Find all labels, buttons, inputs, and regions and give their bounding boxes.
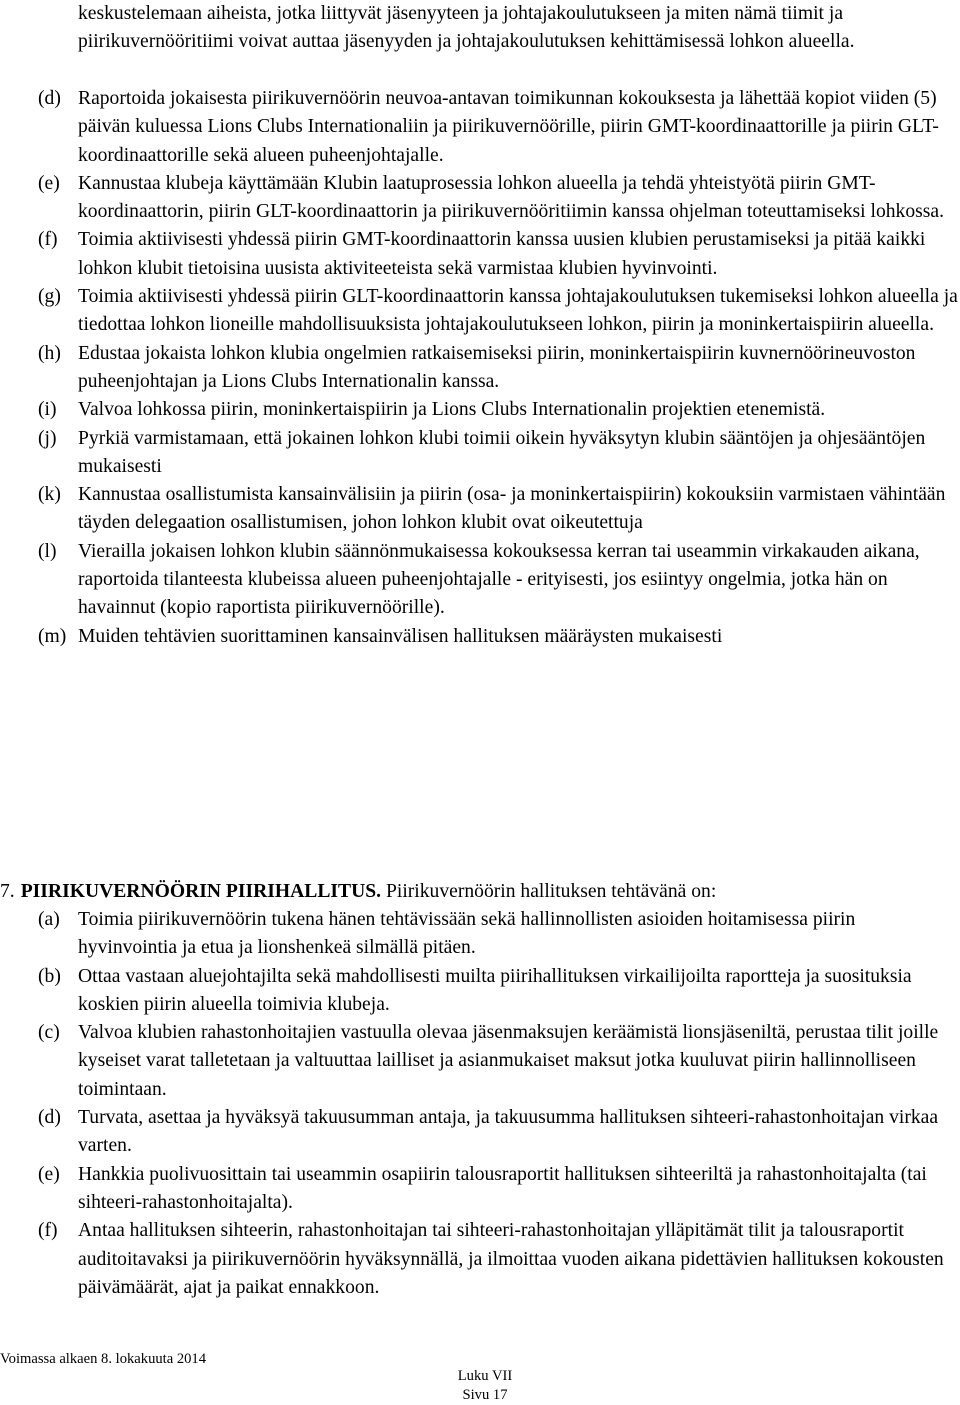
- list-item: [38, 85, 958, 170]
- list-item: [38, 170, 958, 227]
- list-item: [38, 1217, 958, 1302]
- list-item: [38, 340, 958, 397]
- list-item-text: Antaa hallituksen sihteerin, rahastonhoitajan tai sihteeri-rahastonhoitajan ylläpitämät tilit ja talousraportit auditoitavaksi ja piirikuvernöörin hyväksynnällä, ja ilmoittaa vuoden aikana pidettävien hallituksen kokousten päivämäärät, ajat ja paikat ennakkoon.: [78, 1220, 944, 1298]
- list-item: [38, 1104, 958, 1161]
- list-marker: (b): [38, 965, 61, 987]
- list-item: [38, 425, 958, 482]
- list-item: [38, 906, 958, 963]
- section-title: PIIRIKUVERNÖÖRIN PIIRIHALLITUS.: [20, 881, 382, 902]
- list-marker: (d): [38, 88, 61, 109]
- list-item: [38, 623, 958, 651]
- list-marker: (f): [38, 1220, 58, 1242]
- list-item: [38, 538, 958, 623]
- intro-paragraph: keskustelemaan aiheista, jotka liittyvät jäsenyyteen ja johtajakoulutukseen ja miten nämä tiimit ja piirikuvernööritiimi voivat auttaa jäsenyyden ja johtajakoulutuksen kehittämisessä lohkon alueella.: [78, 3, 855, 53]
- list-item-text: Muiden tehtävien suorittaminen kansainvälisen hallituksen määräysten mukaisesti: [78, 625, 723, 647]
- duties-list-continued: [38, 85, 958, 651]
- list-item: [38, 283, 958, 340]
- section-lead: Piirikuvernöörin hallituksen tehtävänä on:: [385, 881, 717, 902]
- board-duties-list: [38, 906, 958, 1302]
- list-item: [38, 1019, 958, 1104]
- list-marker: (j): [38, 427, 57, 449]
- list-marker: (c): [38, 1022, 60, 1044]
- list-item-text: Raportoida jokaisesta piirikuvernöörin neuvoa-antavan toimikunnan kokouksesta ja lähettää kopiot viiden (5) päivän kuluessa Lions Clubs Internationaliin ja piirikuvernöörille, piirin GMT-koordinaattorille ja piirin GLT-koordinaattorille sekä alueen puheenjohtajalle.: [78, 88, 939, 166]
- footer-effective-date: Voimassa alkaen 8. lokakuuta 2014: [0, 1351, 207, 1367]
- list-item-text: Vierailla jokaisen lohkon klubin säännönmukaisessa kokouksessa kerran tai useammin virkakauden aikana, raportoida tilanteesta klubeissa alueen puheenjohtajalle - erityisesti, jos esiintyy ongelmia, jotka hän on havainnut (kopio raportista piirikuvernöörille).: [78, 540, 920, 619]
- list-item-text: Hankkia puolivuosittain tai useammin osapiirin talousraportit hallituksen sihteeriltä ja rahastonhoitajalta (tai sihteeri-rahastonhoitajalta).: [78, 1163, 927, 1213]
- list-item-text: Turvata, asettaa ja hyväksyä takuusumman antaja, ja takuusumma hallituksen sihteeri-rahastonhoitajan virkaa varten.: [78, 1107, 939, 1157]
- list-item: [38, 226, 958, 283]
- list-marker: (e): [38, 172, 60, 194]
- list-item-text: Kannustaa osallistumista kansainvälisiin ja piirin (osa- ja moninkertaispiirin) kokouksiin varmistaen vähintään täyden delegaation osallistumisen, johon lohkon klubit ovat oikeutettuja: [78, 484, 946, 534]
- list-marker: (h): [38, 342, 61, 364]
- footer-page-number: Sivu 17: [462, 1387, 508, 1403]
- list-item: [38, 963, 958, 1020]
- list-item-text: Ottaa vastaan aluejohtajilta sekä mahdollisesti muilta piirihallituksen virkailijoilta raportteja ja suosituksia koskien piirin alueella toimivia klubeja.: [78, 965, 912, 1015]
- list-item-text: Valvoa lohkossa piirin, moninkertaispiirin ja Lions Clubs Internationalin projektien etenemistä.: [78, 399, 826, 421]
- list-marker: (m): [38, 625, 67, 647]
- list-marker: (a): [38, 909, 60, 930]
- list-marker: (g): [38, 286, 61, 308]
- list-marker: (i): [38, 399, 57, 421]
- list-item: [38, 396, 958, 424]
- list-marker: (e): [38, 1163, 60, 1185]
- list-item-text: Toimia aktiivisesti yhdessä piirin GLT-koordinaattorin kanssa johtajakoulutuksen tukemiseksi lohkon alueella ja tiedottaa lohkon lioneille mahdollisuuksista johtajakoulutukseen lohkon, piirin ja moninkertaispiirin alueella.: [78, 286, 958, 336]
- list-marker: (l): [38, 540, 57, 562]
- list-item: [38, 481, 958, 538]
- list-item: [38, 1161, 958, 1218]
- list-marker: (f): [38, 229, 58, 251]
- list-item-text: Kannustaa klubeja käyttämään Klubin laatuprosessia lohkon alueella ja tehdä yhteistyötä piirin GMT-koordinaattorin, piirin GLT-koordinaattorin ja piirikuvernööritiimin kanssa ohjelman toteuttamiseksi lohkossa.: [78, 172, 944, 223]
- list-marker: (d): [38, 1107, 61, 1129]
- list-item-text: Pyrkiä varmistamaan, että jokainen lohkon klubi toimii oikein hyväksytyn klubin sääntöjen ja ohjesääntöjen mukaisesti: [78, 427, 926, 477]
- list-item-text: Toimia piirikuvernöörin tukena hänen tehtävissään sekä hallinnollisten asioiden hoitamisessa piirin hyvinvointia ja etua ja lionshenkeä silmällä pitäen.: [78, 909, 856, 959]
- section-number: 7.: [0, 881, 15, 902]
- list-item-text: Valvoa klubien rahastonhoitajien vastuulla olevaa jäsenmaksujen keräämistä lionsjäseniltä, perustaa tilit joille kyseiset varat talletetaan ja valtuuttaa lailliset ja asianmukaiset maksut jotka kuuluvat piirin hallinnolliseen toimintaan.: [78, 1022, 939, 1100]
- section-heading: [0, 878, 940, 906]
- list-item-text: Edustaa jokaista lohkon klubia ongelmien ratkaisemiseksi piirin, moninkertaispiirin kuvnernöörineuvoston puheenjohtajan ja Lions Clubs Internationalin kanssa.: [78, 342, 916, 392]
- list-marker: (k): [38, 484, 61, 506]
- footer-chapter: Luku VII: [457, 1368, 513, 1384]
- list-item-text: Toimia aktiivisesti yhdessä piirin GMT-koordinaattorin kanssa uusien klubien perustamiseksi ja pitää kaikki lohkon klubit tietoisina uusista aktiviteeteista sekä varmistaa klubien hyvinvointi.: [78, 229, 926, 279]
